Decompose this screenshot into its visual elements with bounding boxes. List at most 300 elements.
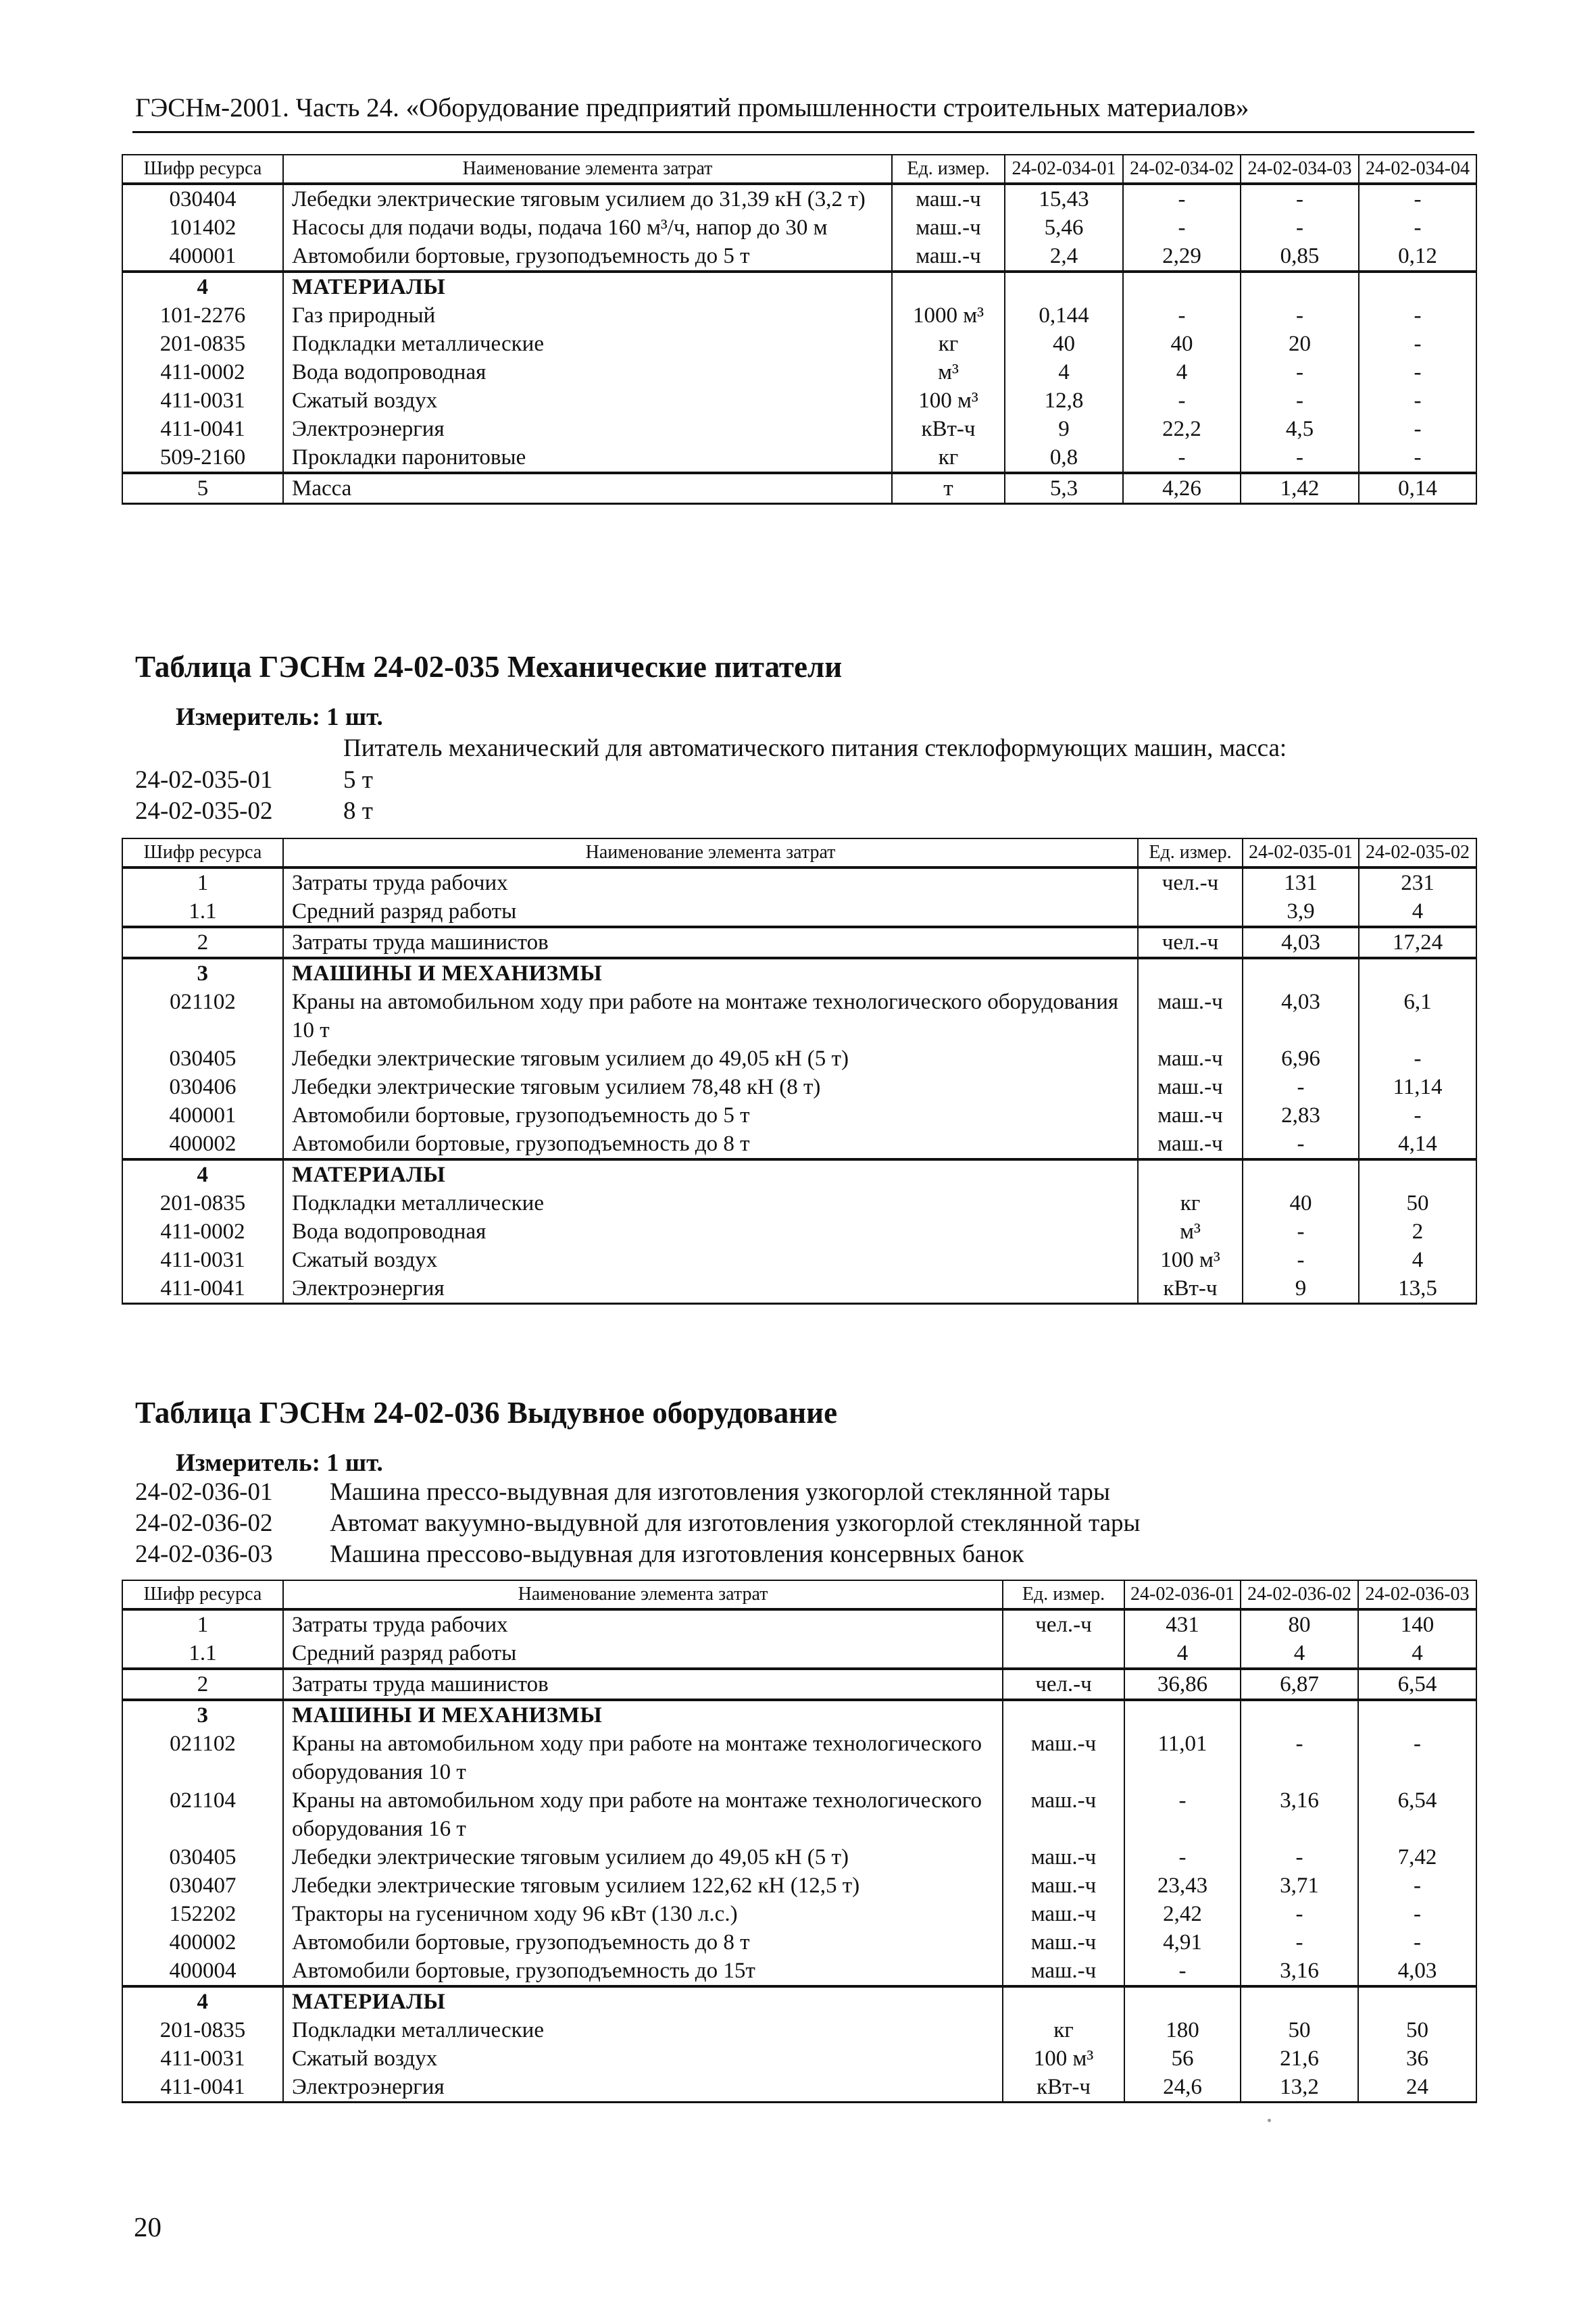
unit-cell: м³	[892, 358, 1005, 386]
table-row	[122, 1957, 1476, 1986]
value-cell: -	[1359, 386, 1476, 415]
value-cell: -	[1358, 1871, 1476, 1900]
value-cell: 23,43	[1124, 1871, 1241, 1900]
variant-code: 24-02-035-02	[135, 797, 273, 825]
table-title: Таблица ГЭСНм 24-02-035 Механические питатели	[135, 650, 843, 684]
running-header: ГЭСНм-2001. Часть 24. «Оборудование предприятий промышленности строительных материалов»	[135, 93, 1249, 122]
value-cell	[1359, 958, 1476, 988]
cost-element-name: Лебедки электрические тяговым усилием 122,62 кН (12,5 т)	[283, 1871, 1003, 1900]
resource-code: 400002	[122, 1130, 283, 1159]
value-cell: 7,42	[1358, 1843, 1476, 1871]
variant-line	[135, 765, 373, 796]
resource-code: 411-0031	[122, 2044, 283, 2073]
resource-code: 411-0002	[122, 1217, 283, 1246]
cost-element-name: Масса	[283, 473, 892, 504]
unit-cell: маш.-ч	[1003, 1900, 1124, 1928]
unit-cell: 1000 м³	[892, 301, 1005, 330]
cost-element-name: Автомобили бортовые, грузоподъемность до 8 т	[283, 1130, 1138, 1159]
resource-code: 411-0041	[122, 1274, 283, 1304]
table-description: Питатель механический для автоматического питания стеклоформующих машин, масса:	[343, 734, 1287, 762]
unit-cell: маш.-ч	[1003, 1871, 1124, 1900]
value-cell: 12,8	[1005, 386, 1123, 415]
cost-element-name: Автомобили бортовые, грузоподъемность до 8 т	[283, 1928, 1003, 1957]
resource-code: 4	[122, 1159, 283, 1189]
value-cell: -	[1241, 1900, 1358, 1928]
table-body	[122, 184, 1476, 504]
resource-code: 3	[122, 958, 283, 988]
variant-code: 24-02-035-01	[135, 766, 273, 794]
col-header-variant: 24-02-034-04	[1359, 155, 1476, 184]
table-row	[122, 1189, 1476, 1217]
value-cell: 4	[1124, 1639, 1241, 1669]
resource-code: 030404	[122, 184, 283, 213]
value-cell: 2,42	[1124, 1900, 1241, 1928]
resource-code: 400001	[122, 242, 283, 272]
col-header-variant: 24-02-034-03	[1241, 155, 1359, 184]
cost-element-name: Затраты труда рабочих	[283, 1609, 1003, 1639]
value-cell: 9	[1243, 1274, 1359, 1304]
col-header-unit: Ед. измер.	[1138, 838, 1243, 867]
table-row	[122, 1843, 1476, 1871]
value-cell: 11,14	[1359, 1073, 1476, 1101]
col-header-variant: 24-02-036-03	[1358, 1580, 1476, 1609]
value-cell: 2,4	[1005, 242, 1123, 272]
table-row	[122, 1217, 1476, 1246]
unit-cell: маш.-ч	[1003, 1957, 1124, 1986]
cost-element-name: Сжатый воздух	[283, 1246, 1138, 1274]
table-row	[122, 1246, 1476, 1274]
value-cell: -	[1243, 1246, 1359, 1274]
resource-code: 3	[122, 1700, 283, 1730]
value-cell	[1123, 272, 1241, 301]
unit-cell: т	[892, 473, 1005, 504]
table-row	[122, 2073, 1476, 2103]
col-header-variant: 24-02-034-02	[1123, 155, 1241, 184]
col-header-variant: 24-02-036-02	[1241, 1580, 1358, 1609]
unit-cell	[1003, 1700, 1124, 1730]
unit-cell: маш.-ч	[892, 213, 1005, 242]
section-row	[122, 272, 1476, 301]
table-header-row	[122, 155, 1476, 184]
unit-cell: маш.-ч	[1003, 1843, 1124, 1871]
value-cell: 50	[1241, 2016, 1358, 2044]
col-header-name: Наименование элемента затрат	[283, 155, 892, 184]
cost-element-name: Электроэнергия	[283, 1274, 1138, 1304]
cost-element-name: Вода водопроводная	[283, 358, 892, 386]
value-cell: -	[1241, 358, 1359, 386]
value-cell: 4,14	[1359, 1130, 1476, 1159]
table-row	[122, 184, 1476, 213]
value-cell: 24,6	[1124, 2073, 1241, 2103]
cost-element-name: Лебедки электрические тяговым усилием до 49,05 кН (5 т)	[283, 1045, 1138, 1073]
unit-cell: кВт-ч	[892, 415, 1005, 443]
cost-element-name: Прокладки паронитовые	[283, 443, 892, 473]
table-row	[122, 443, 1476, 473]
value-cell: 36,86	[1124, 1669, 1241, 1700]
value-cell: 180	[1124, 2016, 1241, 2044]
value-cell: 17,24	[1359, 927, 1476, 958]
resource-code: 400002	[122, 1928, 283, 1957]
value-cell: -	[1241, 1928, 1358, 1957]
col-header-code: Шифр ресурса	[122, 838, 283, 867]
value-cell: 0,8	[1005, 443, 1123, 473]
value-cell: -	[1359, 358, 1476, 386]
value-cell: -	[1359, 1045, 1476, 1073]
unit-cell: маш.-ч	[1138, 1073, 1243, 1101]
table-row	[122, 473, 1476, 504]
value-cell	[1124, 1986, 1241, 2016]
table-row	[122, 897, 1476, 927]
resource-code: 400001	[122, 1101, 283, 1130]
table-row	[122, 1871, 1476, 1900]
value-cell: 21,6	[1241, 2044, 1358, 2073]
unit-cell: кг	[892, 330, 1005, 358]
value-cell: 6,1	[1359, 988, 1476, 1045]
section-title: МАТЕРИАЛЫ	[283, 1159, 1138, 1189]
table-row	[122, 1669, 1476, 1700]
value-cell: -	[1241, 443, 1359, 473]
resource-code: 5	[122, 473, 283, 504]
value-cell: 4	[1005, 358, 1123, 386]
variant-text: 5 т	[343, 766, 373, 794]
value-cell: -	[1243, 1130, 1359, 1159]
value-cell: -	[1358, 1900, 1476, 1928]
col-header-unit: Ед. измер.	[1003, 1580, 1124, 1609]
resource-code: 4	[122, 272, 283, 301]
unit-cell	[1003, 1639, 1124, 1669]
value-cell	[1005, 272, 1123, 301]
cost-element-name: Газ природный	[283, 301, 892, 330]
value-cell: 22,2	[1123, 415, 1241, 443]
col-header-variant: 24-02-036-01	[1124, 1580, 1241, 1609]
cost-element-name: Автомобили бортовые, грузоподъемность до 5 т	[283, 1101, 1138, 1130]
cost-element-name: Автомобили бортовые, грузоподъемность до 5 т	[283, 242, 892, 272]
value-cell: -	[1123, 184, 1241, 213]
resource-code: 411-0031	[122, 1246, 283, 1274]
resource-code: 030407	[122, 1871, 283, 1900]
value-cell: 4,03	[1243, 927, 1359, 958]
table-row	[122, 1786, 1476, 1843]
value-cell: -	[1359, 301, 1476, 330]
resource-code: 411-0031	[122, 386, 283, 415]
value-cell	[1243, 958, 1359, 988]
value-cell	[1358, 1700, 1476, 1730]
value-cell: -	[1123, 301, 1241, 330]
variant-text: Машина прессо-выдувная для изготовления узкогорлой стеклянной тары	[330, 1478, 1110, 1506]
cost-element-name: Затраты труда рабочих	[283, 867, 1138, 897]
value-cell: 50	[1359, 1189, 1476, 1217]
unit-cell	[1138, 1159, 1243, 1189]
value-cell: 4,03	[1358, 1957, 1476, 1986]
value-cell: 6,54	[1358, 1786, 1476, 1843]
cost-element-name: Краны на автомобильном ходу при работе на монтаже технологического оборудования 16 т	[283, 1786, 1003, 1843]
unit-cell: маш.-ч	[892, 242, 1005, 272]
cost-element-name: Затраты труда машинистов	[283, 927, 1138, 958]
value-cell: -	[1124, 1786, 1241, 1843]
table-body	[122, 1609, 1476, 2103]
resource-code: 1	[122, 867, 283, 897]
unit-cell: 100 м³	[1003, 2044, 1124, 2073]
value-cell: -	[1359, 415, 1476, 443]
value-cell: 9	[1005, 415, 1123, 443]
resource-table-036	[122, 1580, 1477, 2103]
resource-code: 1	[122, 1609, 283, 1639]
unit-cell: чел.-ч	[1003, 1669, 1124, 1700]
value-cell: 40	[1123, 330, 1241, 358]
resource-code: 509-2160	[122, 443, 283, 473]
cost-element-name: Электроэнергия	[283, 415, 892, 443]
table-row	[122, 1274, 1476, 1304]
value-cell	[1243, 1159, 1359, 1189]
resource-code: 201-0835	[122, 2016, 283, 2044]
table-meter: Измеритель: 1 шт.	[176, 1449, 383, 1477]
value-cell: 0,144	[1005, 301, 1123, 330]
value-cell: -	[1359, 443, 1476, 473]
section-row	[122, 1986, 1476, 2016]
resource-code: 2	[122, 927, 283, 958]
resource-code: 201-0835	[122, 330, 283, 358]
cost-element-name: Затраты труда машинистов	[283, 1669, 1003, 1700]
value-cell: 4	[1123, 358, 1241, 386]
header-rule	[132, 131, 1474, 133]
value-cell: 231	[1359, 867, 1476, 897]
value-cell: 50	[1358, 2016, 1476, 2044]
value-cell: -	[1359, 330, 1476, 358]
resource-code: 411-0002	[122, 358, 283, 386]
col-header-name: Наименование элемента затрат	[283, 1580, 1003, 1609]
unit-cell	[892, 272, 1005, 301]
value-cell: 140	[1358, 1609, 1476, 1639]
variant-line	[135, 796, 373, 827]
value-cell: 4,91	[1124, 1928, 1241, 1957]
value-cell: 15,43	[1005, 184, 1123, 213]
value-cell: 0,12	[1359, 242, 1476, 272]
table-row	[122, 415, 1476, 443]
cost-element-name: Краны на автомобильном ходу при работе на монтаже технологического оборудования 10 т	[283, 1730, 1003, 1786]
resource-code: 101402	[122, 213, 283, 242]
variant-line	[135, 1508, 1140, 1539]
resource-table-034	[122, 154, 1477, 505]
unit-cell: кг	[1003, 2016, 1124, 2044]
value-cell: 4	[1359, 1246, 1476, 1274]
value-cell: -	[1124, 1843, 1241, 1871]
resource-code: 400004	[122, 1957, 283, 1986]
value-cell: 13,5	[1359, 1274, 1476, 1304]
table-row	[122, 386, 1476, 415]
unit-cell: маш.-ч	[1138, 988, 1243, 1045]
value-cell: 11,01	[1124, 1730, 1241, 1786]
table-meter: Измеритель: 1 шт.	[176, 703, 383, 731]
unit-cell: кг	[1138, 1189, 1243, 1217]
section-row	[122, 1159, 1476, 1189]
cost-element-name: Вода водопроводная	[283, 1217, 1138, 1246]
table-row	[122, 242, 1476, 272]
unit-cell: маш.-ч	[1003, 1928, 1124, 1957]
unit-cell	[1138, 897, 1243, 927]
cost-element-name: Электроэнергия	[283, 2073, 1003, 2103]
cost-element-name: Подкладки металлические	[283, 2016, 1003, 2044]
cost-element-name: Тракторы на гусеничном ходу 96 кВт (130 л.с.)	[283, 1900, 1003, 1928]
variant-line	[135, 1539, 1024, 1570]
table-header-row	[122, 1580, 1476, 1609]
col-header-unit: Ед. измер.	[892, 155, 1005, 184]
resource-code: 101-2276	[122, 301, 283, 330]
value-cell: -	[1123, 213, 1241, 242]
table-row	[122, 330, 1476, 358]
variant-text: Машина прессово-выдувная для изготовления консервных банок	[330, 1540, 1024, 1568]
value-cell: 40	[1243, 1189, 1359, 1217]
cost-element-name: Лебедки электрические тяговым усилием 78,48 кН (8 т)	[283, 1073, 1138, 1101]
unit-cell: маш.-ч	[1138, 1130, 1243, 1159]
value-cell: 36	[1358, 2044, 1476, 2073]
value-cell: -	[1241, 1843, 1358, 1871]
value-cell: 40	[1005, 330, 1123, 358]
unit-cell: маш.-ч	[1003, 1730, 1124, 1786]
value-cell: 6,54	[1358, 1669, 1476, 1700]
resource-code: 030406	[122, 1073, 283, 1101]
col-header-name: Наименование элемента затрат	[283, 838, 1138, 867]
col-header-code: Шифр ресурса	[122, 155, 283, 184]
unit-cell: чел.-ч	[1138, 927, 1243, 958]
table-row	[122, 1130, 1476, 1159]
value-cell	[1124, 1700, 1241, 1730]
value-cell: 4	[1241, 1639, 1358, 1669]
value-cell: 80	[1241, 1609, 1358, 1639]
unit-cell: маш.-ч	[1138, 1045, 1243, 1073]
table-row	[122, 1073, 1476, 1101]
value-cell: 2,83	[1243, 1101, 1359, 1130]
variant-line	[135, 1477, 1110, 1508]
cost-element-name: Насосы для подачи воды, подача 160 м³/ч, напор до 30 м	[283, 213, 892, 242]
value-cell: 24	[1358, 2073, 1476, 2103]
section-title: МАТЕРИАЛЫ	[283, 272, 892, 301]
table-title: Таблица ГЭСНм 24-02-036 Выдувное оборудование	[135, 1396, 838, 1430]
value-cell	[1359, 272, 1476, 301]
table-row	[122, 1639, 1476, 1669]
value-cell: 13,2	[1241, 2073, 1358, 2103]
value-cell: -	[1359, 213, 1476, 242]
value-cell: 431	[1124, 1609, 1241, 1639]
resource-table-035	[122, 838, 1477, 1305]
resource-code: 021102	[122, 988, 283, 1045]
table-row	[122, 1928, 1476, 1957]
resource-code: 021102	[122, 1730, 283, 1786]
unit-cell: м³	[1138, 1217, 1243, 1246]
value-cell: 2,29	[1123, 242, 1241, 272]
value-cell: -	[1358, 1928, 1476, 1957]
cost-element-name: Средний разряд работы	[283, 1639, 1003, 1669]
variant-text: 8 т	[343, 797, 373, 825]
unit-cell	[1003, 1986, 1124, 2016]
cost-element-name: Сжатый воздух	[283, 386, 892, 415]
cost-element-name: Лебедки электрические тяговым усилием до 31,39 кН (3,2 т)	[283, 184, 892, 213]
variant-code: 24-02-036-02	[135, 1509, 273, 1537]
value-cell: -	[1241, 213, 1359, 242]
section-title: МАТЕРИАЛЫ	[283, 1986, 1003, 2016]
value-cell	[1241, 1700, 1358, 1730]
value-cell: -	[1241, 301, 1359, 330]
unit-cell: чел.-ч	[1003, 1609, 1124, 1639]
unit-cell: кВт-ч	[1003, 2073, 1124, 2103]
value-cell: 1,42	[1241, 473, 1359, 504]
col-header-variant: 24-02-035-02	[1359, 838, 1476, 867]
cost-element-name: Краны на автомобильном ходу при работе на монтаже технологического оборудования 10 т	[283, 988, 1138, 1045]
value-cell: 5,46	[1005, 213, 1123, 242]
value-cell: 56	[1124, 2044, 1241, 2073]
value-cell	[1359, 1159, 1476, 1189]
table-row	[122, 927, 1476, 958]
unit-cell: маш.-ч	[892, 184, 1005, 213]
value-cell	[1241, 272, 1359, 301]
unit-cell: чел.-ч	[1138, 867, 1243, 897]
resource-code: 2	[122, 1669, 283, 1700]
resource-code: 1.1	[122, 897, 283, 927]
unit-cell: маш.-ч	[1138, 1101, 1243, 1130]
cost-element-name: Автомобили бортовые, грузоподъемность до 15т	[283, 1957, 1003, 1986]
section-row	[122, 958, 1476, 988]
page-number: 20	[134, 2211, 161, 2242]
value-cell: 0,85	[1241, 242, 1359, 272]
value-cell: -	[1243, 1073, 1359, 1101]
value-cell: 3,16	[1241, 1786, 1358, 1843]
unit-cell: 100 м³	[892, 386, 1005, 415]
value-cell: -	[1123, 386, 1241, 415]
value-cell: 4	[1359, 897, 1476, 927]
table-row	[122, 301, 1476, 330]
value-cell: 4,5	[1241, 415, 1359, 443]
value-cell: 5,3	[1005, 473, 1123, 504]
resource-code: 152202	[122, 1900, 283, 1928]
table-row	[122, 1101, 1476, 1130]
value-cell: 3,16	[1241, 1957, 1358, 1986]
table-row	[122, 867, 1476, 897]
table-row	[122, 988, 1476, 1045]
unit-cell: маш.-ч	[1003, 1786, 1124, 1843]
value-cell: -	[1358, 1730, 1476, 1786]
cost-element-name: Лебедки электрические тяговым усилием до 49,05 кН (5 т)	[283, 1843, 1003, 1871]
value-cell	[1241, 1986, 1358, 2016]
col-header-code: Шифр ресурса	[122, 1580, 283, 1609]
table-row	[122, 1900, 1476, 1928]
resource-code: 1.1	[122, 1639, 283, 1669]
unit-cell: кг	[892, 443, 1005, 473]
value-cell: -	[1359, 184, 1476, 213]
unit-cell	[1138, 958, 1243, 988]
resource-code: 030405	[122, 1045, 283, 1073]
col-header-variant: 24-02-035-01	[1243, 838, 1359, 867]
col-header-variant: 24-02-034-01	[1005, 155, 1123, 184]
value-cell: -	[1241, 1730, 1358, 1786]
cost-element-name: Средний разряд работы	[283, 897, 1138, 927]
value-cell: 2	[1359, 1217, 1476, 1246]
variant-code: 24-02-036-03	[135, 1540, 273, 1568]
value-cell: 6,87	[1241, 1669, 1358, 1700]
variant-code: 24-02-036-01	[135, 1478, 273, 1506]
table-row	[122, 1730, 1476, 1786]
cost-element-name: Подкладки металлические	[283, 1189, 1138, 1217]
resource-code: 030405	[122, 1843, 283, 1871]
value-cell: -	[1241, 184, 1359, 213]
table-row	[122, 2044, 1476, 2073]
unit-cell: 100 м³	[1138, 1246, 1243, 1274]
section-title: МАШИНЫ И МЕХАНИЗМЫ	[283, 958, 1138, 988]
resource-code: 411-0041	[122, 2073, 283, 2103]
value-cell: 3,71	[1241, 1871, 1358, 1900]
resource-code: 201-0835	[122, 1189, 283, 1217]
table-body	[122, 867, 1476, 1304]
table-header-row	[122, 838, 1476, 867]
scan-speck	[1268, 2119, 1271, 2122]
